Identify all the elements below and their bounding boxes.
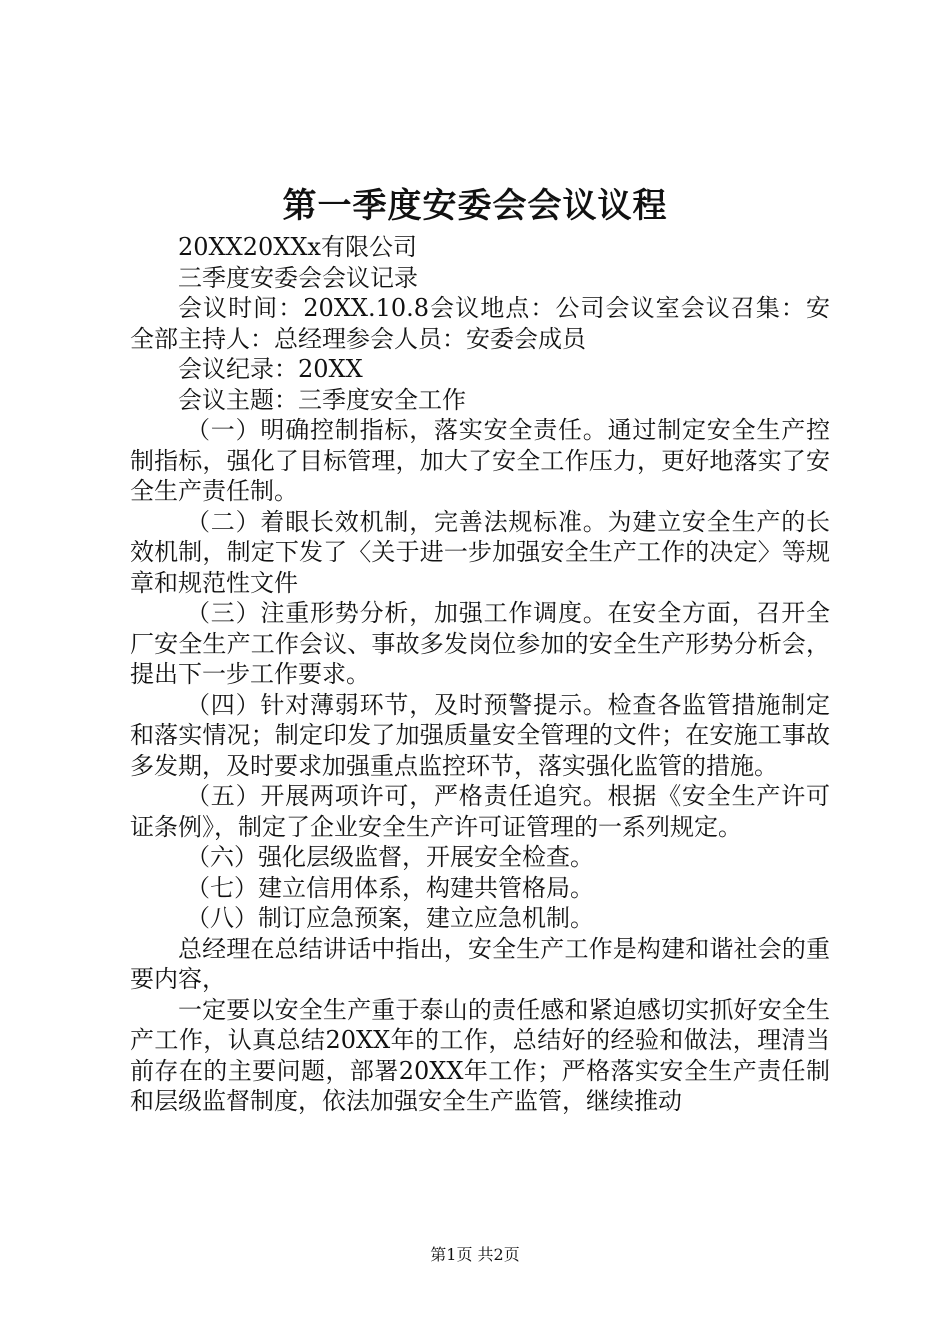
paragraph-requirements: 一定要以安全生产重于泰山的责任感和紧迫感切实抓好安全生产工作，认真总结20XX年的工作，总结好的经验和做法，理清当前存在的主要问题，部署20XX年工作；严格落实安全生产责任制和层级监督制度，依法加强安全生产监管，继续推动 (130, 995, 830, 1115)
paragraph-item-8: （八）制订应急预案，建立应急机制。 (186, 904, 594, 932)
page-footer: 第1页 共2页 (430, 1245, 520, 1264)
paragraph-item-6: （六）强化层级监督，开展安全检查。 (186, 843, 594, 871)
paragraph-item-5: （五）开展两项许可，严格责任追究。根据《安全生产许可证条例》，制定了企业安全生产许可证管理的一系列规定。 (130, 782, 830, 841)
paragraph-minutes: 会议纪录：20XX (178, 355, 363, 383)
paragraph-summary: 总经理在总结讲话中指出，安全生产工作是构建和谐社会的重要内容， (130, 934, 830, 993)
paragraph-item-2: （二）着眼长效机制，完善法规标准。为建立安全生产的长效机制，制定下发了〈关于进一步加强安全生产工作的决定〉等规章和规范性文件 (130, 507, 830, 597)
document-body (130, 232, 830, 1117)
paragraph-item-1: （一）明确控制指标，落实安全责任。通过制定安全生产控制指标，强化了目标管理，加大了安全工作压力，更好地落实了安全生产责任制。 (130, 416, 830, 505)
paragraph-item-7: （七）建立信用体系，构建共管格局。 (186, 873, 594, 902)
paragraph-item-3: （三）注重形势分析，加强工作调度。在安全方面，召开全厂安全生产工作会议、事故多发岗位参加的安全生产形势分析会，提出下一步工作要求。 (130, 599, 830, 688)
paragraph-topic: 会议主题：三季度安全工作 (178, 385, 466, 414)
paragraph-company: 20XX20XXx有限公司 (178, 233, 417, 261)
paragraph-record-title: 三季度安委会会议记录 (178, 263, 418, 292)
document-title: 第一季度安委会会议议程 (282, 186, 668, 226)
paragraph-item-4: （四）针对薄弱环节，及时预警提示。检查各监管措施制定和落实情况；制定印发了加强质量安全管理的文件；在安施工事故多发期，及时要求加强重点监控环节，落实强化监管的措施。 (130, 690, 830, 780)
paragraph-meeting-info: 会议时间：20XX.10.8会议地点：公司会议室会议召集：安全部主持人：总经理参会人员：安委会成员 (130, 294, 830, 353)
